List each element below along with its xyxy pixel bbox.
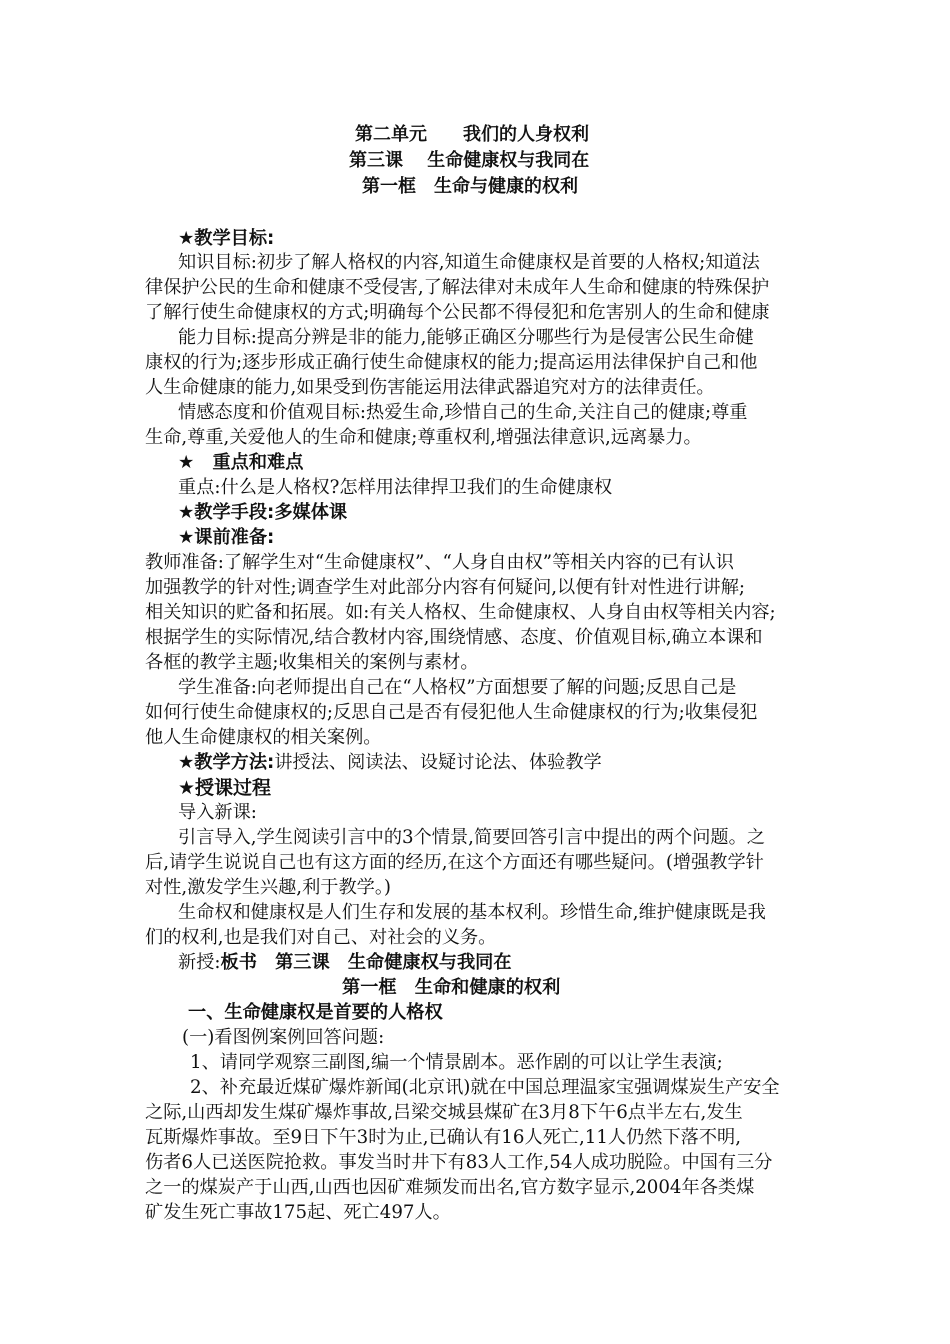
subsection-heading: (一)看图例案例回答问题: [182,1027,385,1048]
new-label: 新授: [178,952,221,973]
section-heading: 一、生命健康权是首要的人格权 [188,1002,443,1023]
unit-title: 第二单元 我们的人身权利 [355,124,589,145]
case-item-2-line: 之际,山西却发生煤矿爆炸事故,吕梁交城县煤矿在3月8下午6点半左右,发生 [145,1102,743,1123]
teacher-prep-line: 教师准备:了解学生对“生命健康权”、“人身自由权”等相关内容的已有认识 [145,552,734,573]
objective-ability-line: 能力目标:提高分辨是非的能力,能够正确区分哪些行为是侵害公民生命健 [178,327,754,348]
case-item-2-line: 瓦斯爆炸事故。至9日下午3时为止,已确认有16人死亡,11人仍然下落不明, [145,1127,742,1148]
lesson-title: 第三课 生命健康权与我同在 [349,150,590,171]
objective-ability-line: 康权的行为;逐步形成正确行使生命健康权的能力;提高运用法律保护自己和他 [145,352,758,373]
intro-label: 导入新课: [178,802,257,823]
process-heading: ★授课过程 [178,777,272,799]
student-prep-line: 他人生命健康权的相关案例。 [145,727,382,748]
case-item-2-line: 伤者6人已送医院抢救。事发当时井下有83人工作,54人成功脱险。中国有三分 [145,1152,773,1173]
objective-knowledge-line: 了解行使生命健康权的方式;明确每个公民都不得侵犯和危害别人的生命和健康 [145,302,770,323]
teacher-prep-line: 相关知识的贮备和拓展。如:有关人格权、生命健康权、人身自由权等相关内容; [145,602,776,623]
methods-heading: ★教学方法: [178,752,275,773]
frame-title: 第一框 生命与健康的权利 [362,176,578,197]
rights-line: 生命权和健康权是人们生存和发展的基本权利。珍惜生命,维护健康既是我 [178,902,766,923]
intro-line: 对性,激发学生兴趣,利于教学。) [145,877,391,898]
methods-text: 讲授法、阅读法、设疑讨论法、体验教学 [274,752,602,773]
teaching-means: ★教学手段:多媒体课 [178,502,348,523]
objective-emotion-line: 生命,尊重,关爱他人的生命和健康;尊重权利,增强法律意识,远离暴力。 [145,427,702,448]
case-item-1: 1、请同学观察三副图,编一个情景剧本。恶作剧的可以让学生表演; [190,1052,723,1073]
board-title: 板书 第三课 生命健康权与我同在 [220,952,512,973]
objective-knowledge-line: 律保护公民的生命和健康不受侵害,了解法律对未成年人生命和健康的特殊保护 [145,277,770,298]
teacher-prep-line: 各框的教学主题;收集相关的案例与素材。 [145,652,479,673]
case-item-2-line: 矿发生死亡事故175起、死亡497人。 [145,1202,451,1223]
new-lesson-line [178,951,512,975]
key-points-heading: ★ 重点和难点 [178,452,304,473]
objective-knowledge-line: 知识目标:初步了解人格权的内容,知道生命健康权是首要的人格权;知道法 [178,252,760,273]
intro-line: 后,请学生说说自己也有这方面的经历,在这个方面还有哪些疑问。(增强教学针 [145,852,764,873]
rights-line: 们的权利,也是我们对自己、对社会的义务。 [145,927,497,948]
teacher-prep-line: 加强教学的针对性;调查学生对此部分内容有何疑问,以便有针对性进行讲解; [145,577,746,598]
student-prep-line: 学生准备:向老师提出自己在“人格权”方面想要了解的问题;反思自己是 [178,677,737,698]
student-prep-line: 如何行使生命健康权的;反思自己是否有侵犯他人生命健康权的行为;收集侵犯 [145,702,758,723]
methods-line [178,751,602,775]
case-item-2-line: 之一的煤炭产于山西,山西也因矿难频发而出名,官方数字显示,2004年各类煤 [145,1177,755,1198]
intro-line: 引言导入,学生阅读引言中的3个情景,简要回答引言中提出的两个问题。之 [178,827,765,848]
teacher-prep-line: 根据学生的实际情况,结合教材内容,围绕情感、态度、价值观目标,确立本课和 [145,627,763,648]
objective-ability-line: 人生命健康的能力,如果受到伤害能运用法律武器追究对方的法律责任。 [145,377,715,398]
preparation-heading: ★课前准备: [178,527,275,548]
case-item-2-line: 2、补充最近煤矿爆炸新闻(北京讯)就在中国总理温家宝强调煤炭生产安全 [190,1077,780,1098]
objectives-heading: ★教学目标: [178,228,275,249]
board-frame-title: 第一框 生命和健康的权利 [342,977,561,998]
objective-emotion-line: 情感态度和价值观目标:热爱生命,珍惜自己的生命,关注自己的健康;尊重 [178,402,748,423]
key-points-text: 重点:什么是人格权?怎样用法律捍卫我们的生命健康权 [178,477,613,498]
